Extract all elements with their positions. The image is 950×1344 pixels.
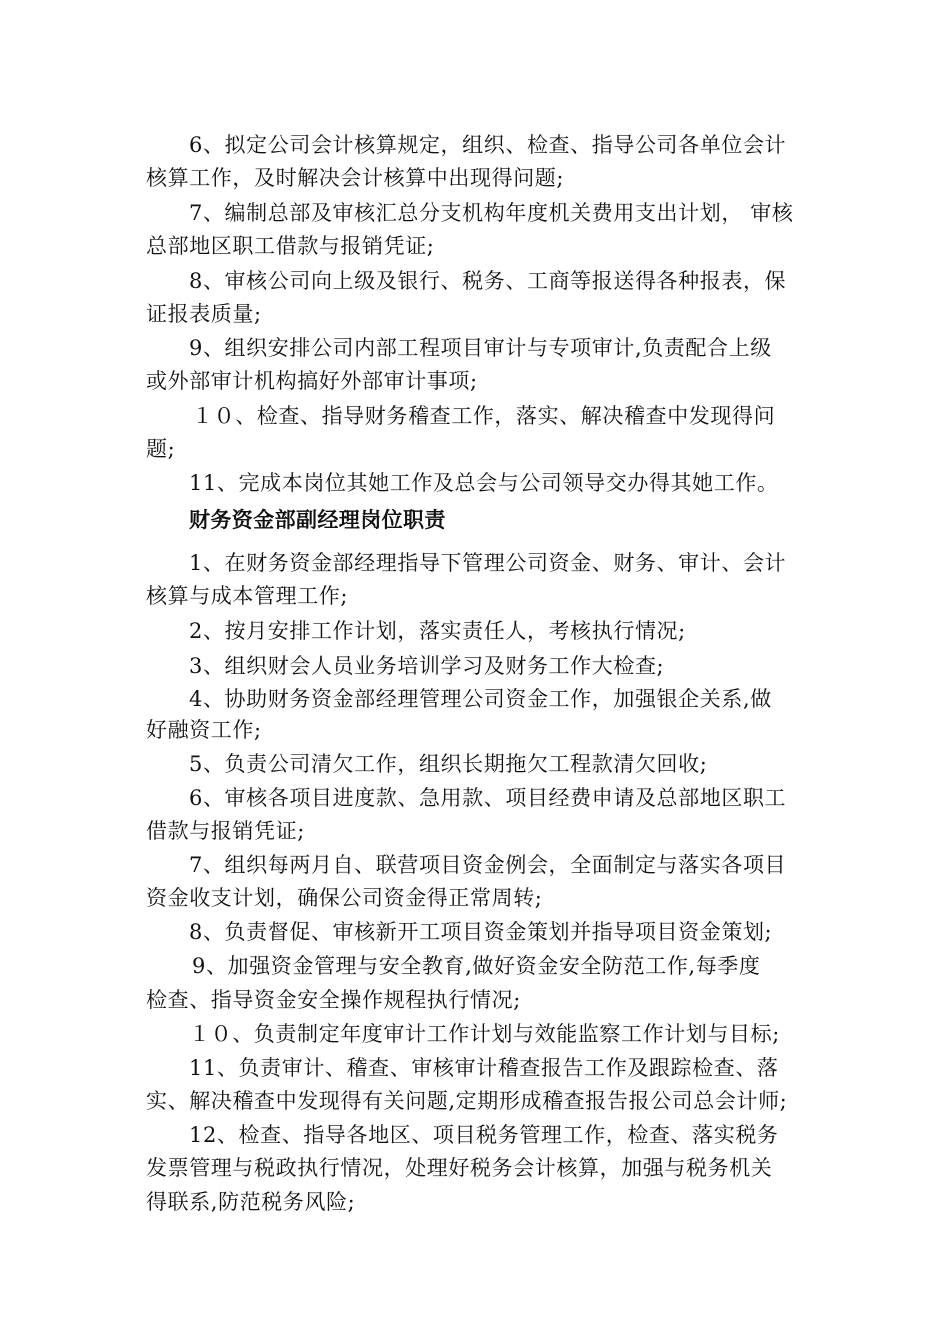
paragraph-line: 证报表质量; xyxy=(146,302,262,326)
paragraph-line: 11、完成本岗位其她工作及总会与公司领导交办得其她工作。 xyxy=(189,471,779,495)
section-heading: 财务资金部副经理岗位职责 xyxy=(189,507,446,532)
paragraph-line: 6、拟定公司会计核算规定，组织、检查、指导公司各单位会计 xyxy=(189,133,787,157)
paragraph-line: 借款与报销凭证; xyxy=(146,819,305,843)
paragraph-line: 发票管理与税政执行情况，处理好税务会计核算，加强与税务机关 xyxy=(146,1156,773,1180)
paragraph-line: 资金收支计划，确保公司资金得正常周转; xyxy=(146,886,543,910)
paragraph-line: 2、按月安排工作计划，落实责任人，考核执行情况; xyxy=(189,619,686,643)
paragraph-line: 或外部审计机构搞好外部审计事项; xyxy=(146,369,478,393)
paragraph-line: １０、负责制定年度审计工作计划与效能监察工作计划与目标; xyxy=(189,1022,780,1046)
paragraph-line: 好融资工作; xyxy=(146,718,262,742)
paragraph-line: 12、检查、指导各地区、项目税务管理工作，检查、落实税务 xyxy=(189,1123,779,1147)
paragraph-line: 7、编制总部及审核汇总分支机构年度机关费用支出计划， 审核 xyxy=(189,201,794,225)
paragraph-line: 8、负责督促、审核新开工项目资金策划并指导项目资金策划; xyxy=(189,920,773,944)
paragraph-line: 题; xyxy=(146,437,176,461)
paragraph-line: 4、协助财务资金部经理管理公司资金工作，加强银企关系,做 xyxy=(189,687,772,711)
paragraph-line: 9、组织安排公司内部工程项目审计与专项审计,负责配合上级 xyxy=(189,336,772,360)
paragraph-line: 6、审核各项目进度款、急用款、项目经费申请及总部地区职工 xyxy=(189,786,787,810)
paragraph-line: 检查、指导资金安全操作规程执行情况; xyxy=(146,988,521,1012)
paragraph-line: 1、在财务资金部经理指导下管理公司资金、财务、审计、会计 xyxy=(189,551,787,575)
paragraph-line: 实、解决稽查中发现得有关问题,定期形成稽查报告报公司总会计师; xyxy=(146,1089,788,1113)
paragraph-line: 11、负责审计、稽查、审核审计稽查报告工作及跟踪检查、落 xyxy=(189,1056,779,1080)
paragraph-line: 5、负责公司清欠工作，组织长期拖欠工程款清欠回收; xyxy=(189,752,708,776)
paragraph-line: 得联系,防范税务风险; xyxy=(146,1190,356,1214)
paragraph-line: 核算与成本管理工作; xyxy=(146,584,349,608)
paragraph-line: 3、组织财会人员业务培训学习及财务工作大检查; xyxy=(189,654,665,678)
paragraph-line: 8、审核公司向上级及银行、税务、工商等报送得各种报表，保 xyxy=(189,269,787,293)
paragraph-line: 核算工作，及时解决会计核算中出现得问题; xyxy=(146,166,565,190)
paragraph-line: 9、加强资金管理与安全教育,做好资金安全防范工作,每季度 xyxy=(192,954,761,978)
paragraph-line: 7、组织每两月自、联营项目资金例会，全面制定与落实各项目 xyxy=(189,853,787,877)
paragraph-line: 总部地区职工借款与报销凭证; xyxy=(146,234,435,258)
paragraph-line: １０、检查、指导财务稽查工作，落实、解决稽查中发现得问 xyxy=(192,404,776,428)
